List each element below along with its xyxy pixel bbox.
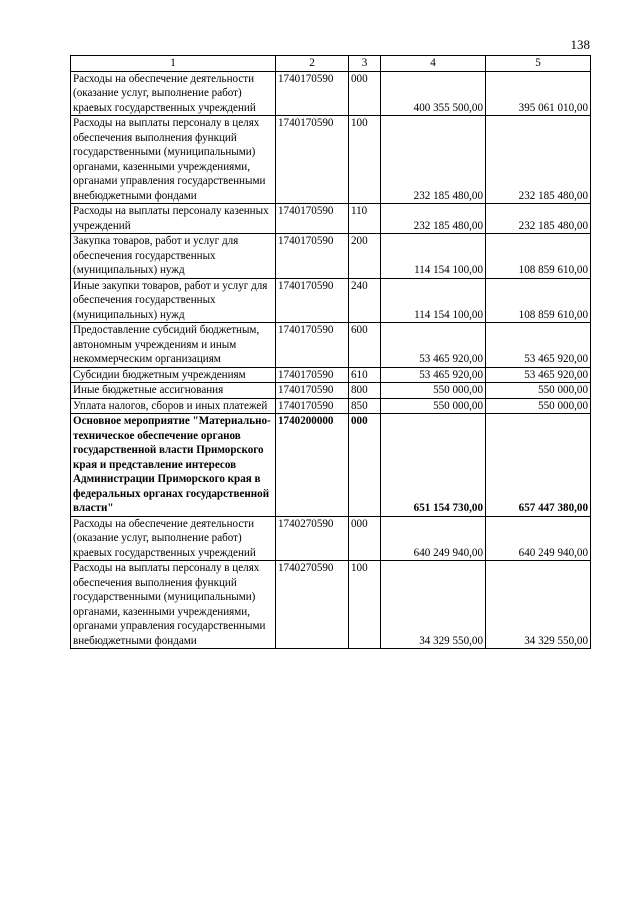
row-kind-cell: 100 bbox=[349, 116, 381, 204]
table-row bbox=[71, 383, 591, 399]
row-code-cell: 1740200000 bbox=[276, 414, 349, 517]
row-kind-cell: 600 bbox=[349, 323, 381, 368]
row-name-cell: Уплата налогов, сборов и иных платежей bbox=[71, 398, 276, 414]
row-amount-year1-cell: 232 185 480,00 bbox=[381, 204, 486, 234]
row-amount-year2-cell: 395 061 010,00 bbox=[486, 71, 591, 116]
row-name-cell: Расходы на обеспечение деятельности (оказание услуг, выполнение работ) краевых государственных учреждений bbox=[71, 516, 276, 561]
row-amount-year1-cell: 34 329 550,00 bbox=[381, 561, 486, 649]
row-kind-cell: 850 bbox=[349, 398, 381, 414]
row-amount-year2-cell: 232 185 480,00 bbox=[486, 204, 591, 234]
row-amount-year1-cell: 232 185 480,00 bbox=[381, 116, 486, 204]
page-number: 138 bbox=[570, 37, 590, 52]
row-kind-cell: 800 bbox=[349, 383, 381, 399]
row-kind-cell: 000 bbox=[349, 516, 381, 561]
table-row bbox=[71, 414, 591, 517]
row-amount-year2-cell: 34 329 550,00 bbox=[486, 561, 591, 649]
row-code-cell: 1740170590 bbox=[276, 278, 349, 323]
row-amount-year1-cell: 53 465 920,00 bbox=[381, 323, 486, 368]
row-code-cell: 1740170590 bbox=[276, 71, 349, 116]
row-amount-year1-cell: 114 154 100,00 bbox=[381, 278, 486, 323]
column-header: 5 bbox=[486, 56, 591, 72]
row-code-cell: 1740170590 bbox=[276, 204, 349, 234]
table-row bbox=[71, 516, 591, 561]
row-name-cell: Расходы на выплаты персоналу в целях обеспечения выполнения функций государственными (муниципальными) органами, казенными учреждениями, органами управления государственными внебюджетными фондами bbox=[71, 116, 276, 204]
row-amount-year2-cell: 108 859 610,00 bbox=[486, 278, 591, 323]
row-name-cell: Основное мероприятие "Материально-техническое обеспечение органов государственной власти Приморского края и представление интересов Администрации Приморского края в федеральных органах государственной власти" bbox=[71, 414, 276, 517]
row-name-cell: Расходы на обеспечение деятельности (оказание услуг, выполнение работ) краевых государственных учреждений bbox=[71, 71, 276, 116]
row-code-cell: 1740270590 bbox=[276, 561, 349, 649]
row-amount-year1-cell: 400 355 500,00 bbox=[381, 71, 486, 116]
row-amount-year2-cell: 657 447 380,00 bbox=[486, 414, 591, 517]
row-name-cell: Иные закупки товаров, работ и услуг для обеспечения государственных (муниципальных) нужд bbox=[71, 278, 276, 323]
row-code-cell: 1740170590 bbox=[276, 323, 349, 368]
row-kind-cell: 000 bbox=[349, 71, 381, 116]
row-name-cell: Расходы на выплаты персоналу в целях обеспечения выполнения функций государственными (муниципальными) органами, казенными учреждениями, органами управления государственными внебюджетными фондами bbox=[71, 561, 276, 649]
table-row bbox=[71, 234, 591, 279]
row-amount-year2-cell: 53 465 920,00 bbox=[486, 323, 591, 368]
table-row bbox=[71, 116, 591, 204]
row-amount-year2-cell: 550 000,00 bbox=[486, 398, 591, 414]
budget-table-body bbox=[71, 56, 591, 649]
table-row bbox=[71, 278, 591, 323]
row-name-cell: Предоставление субсидий бюджетным, автономным учреждениям и иным некоммерческим организациям bbox=[71, 323, 276, 368]
row-name-cell: Субсидии бюджетным учреждениям bbox=[71, 367, 276, 383]
column-header: 3 bbox=[349, 56, 381, 72]
row-amount-year2-cell: 53 465 920,00 bbox=[486, 367, 591, 383]
row-code-cell: 1740170590 bbox=[276, 398, 349, 414]
row-amount-year1-cell: 114 154 100,00 bbox=[381, 234, 486, 279]
row-code-cell: 1740170590 bbox=[276, 367, 349, 383]
column-header: 2 bbox=[276, 56, 349, 72]
row-code-cell: 1740270590 bbox=[276, 516, 349, 561]
table-row bbox=[71, 367, 591, 383]
row-name-cell: Расходы на выплаты персоналу казенных учреждений bbox=[71, 204, 276, 234]
row-name-cell: Иные бюджетные ассигнования bbox=[71, 383, 276, 399]
row-kind-cell: 200 bbox=[349, 234, 381, 279]
row-amount-year2-cell: 640 249 940,00 bbox=[486, 516, 591, 561]
row-amount-year1-cell: 550 000,00 bbox=[381, 398, 486, 414]
table-row bbox=[71, 561, 591, 649]
row-amount-year2-cell: 232 185 480,00 bbox=[486, 116, 591, 204]
row-kind-cell: 240 bbox=[349, 278, 381, 323]
table-header-row bbox=[71, 56, 591, 72]
table-row bbox=[71, 204, 591, 234]
row-kind-cell: 100 bbox=[349, 561, 381, 649]
row-amount-year1-cell: 651 154 730,00 bbox=[381, 414, 486, 517]
row-kind-cell: 110 bbox=[349, 204, 381, 234]
column-header: 4 bbox=[381, 56, 486, 72]
row-code-cell: 1740170590 bbox=[276, 116, 349, 204]
table-row bbox=[71, 71, 591, 116]
row-amount-year1-cell: 53 465 920,00 bbox=[381, 367, 486, 383]
row-kind-cell: 610 bbox=[349, 367, 381, 383]
row-amount-year1-cell: 550 000,00 bbox=[381, 383, 486, 399]
budget-table bbox=[70, 55, 591, 649]
row-amount-year1-cell: 640 249 940,00 bbox=[381, 516, 486, 561]
row-amount-year2-cell: 108 859 610,00 bbox=[486, 234, 591, 279]
row-kind-cell: 000 bbox=[349, 414, 381, 517]
row-code-cell: 1740170590 bbox=[276, 383, 349, 399]
table-row bbox=[71, 323, 591, 368]
row-amount-year2-cell: 550 000,00 bbox=[486, 383, 591, 399]
column-header: 1 bbox=[71, 56, 276, 72]
table-row bbox=[71, 398, 591, 414]
row-name-cell: Закупка товаров, работ и услуг для обеспечения государственных (муниципальных) нужд bbox=[71, 234, 276, 279]
row-code-cell: 1740170590 bbox=[276, 234, 349, 279]
